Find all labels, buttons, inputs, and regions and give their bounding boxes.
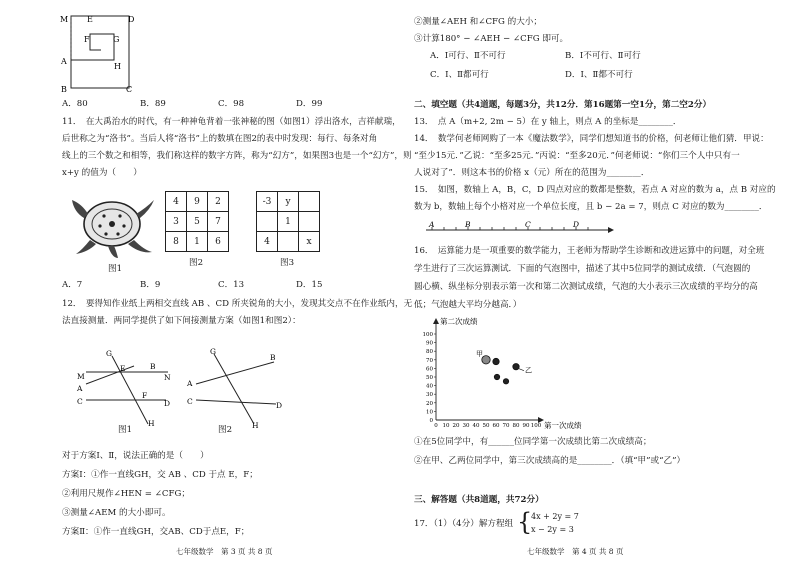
- numberline-label-c: C: [525, 220, 531, 229]
- q12-body-5: 方案Ⅱ：①作一直线GH，交AB、CD于点E，F；: [62, 527, 250, 537]
- numberline-label-d: D: [573, 220, 580, 229]
- q10-option-c: C．98: [218, 99, 245, 109]
- section-3-heading: 三、解答题（共8道题，共72分）: [414, 495, 544, 505]
- q17-prefix: 17．（1）（4分）解方程组: [414, 519, 514, 529]
- q11-option-a: A．7: [62, 280, 83, 290]
- fig-label-b: B: [61, 85, 67, 92]
- q10-option-a: A．80: [62, 99, 88, 109]
- q12-fig2-caption: 图2: [218, 425, 233, 435]
- fig3-caption: 图3: [280, 258, 295, 268]
- q12-body-3: ②利用尺规作∠HEN = ∠CFG；: [62, 489, 190, 499]
- q12f1-label-d: D: [164, 399, 171, 408]
- q14-line-1: 14． 数学何老师网购了一本《魔法数学》，同学们想知道书的价格，何老师让他们猜．甲说：: [414, 134, 769, 144]
- q16-line-2: 学生进行了三次运算测试．下面的气泡图中，描述了其中5位同学的测试成绩．（气泡圆的: [414, 264, 751, 274]
- q13-text: 13． 点 A（m+2, 2m − 5）在 y 轴上，则点 A 的坐标是________．: [414, 117, 682, 127]
- magic-square-fig2: [165, 191, 229, 252]
- chart-ylabel: 第二次成绩: [440, 317, 478, 326]
- fig3-cell: [299, 212, 320, 232]
- y-tick-label: 50: [426, 375, 433, 381]
- y-tick-label: 40: [426, 383, 433, 390]
- numberline-label-a: A: [429, 220, 435, 229]
- bubble-point: [494, 374, 499, 379]
- q12-body-2: 方案Ⅰ：①作一直线GH，交 AB 、CD 于点 E，F；: [62, 470, 258, 480]
- q16-line-1: 16． 运算能力是一项重要的数学能力，王老师为帮助学生诊断和改进运算中的问题，对全班: [414, 246, 765, 256]
- fig2-cell: 6: [208, 232, 229, 252]
- q12f1-label-h: H: [148, 419, 155, 428]
- y-tick-label: 30: [426, 392, 433, 399]
- number-line: [424, 218, 614, 240]
- fig-label-a: A: [61, 57, 67, 66]
- y-tick-label: 10: [426, 409, 433, 416]
- y-tick-label: 20: [426, 400, 433, 407]
- fig2-cell: 5: [187, 212, 208, 232]
- fig2-caption: 图2: [189, 258, 204, 268]
- q12f1-label-g: G: [106, 349, 112, 358]
- q12f1-label-c: C: [77, 397, 83, 406]
- q12f2-label-d: D: [276, 401, 283, 410]
- fig2-cell: 4: [166, 192, 187, 212]
- q12f1-label-b: B: [150, 362, 156, 371]
- q14-line-2: “至少15元．”乙说：“至多25元．”丙说：“至多20元．”何老师说：“你们三个人中只有一: [414, 151, 740, 161]
- fig2-cell: 8: [166, 232, 187, 252]
- q11-line-2: 后世称之为“洛书”。当后人将“洛书”上的数填在图2的表中时发现：每行、每条对角: [62, 134, 378, 144]
- q17-equation-2: x − 2y = 3: [531, 525, 574, 534]
- q11-option-b: B．9: [140, 280, 161, 290]
- q17-equation-1: 4x + 2y = 7: [531, 512, 579, 521]
- q12f1-label-a: A: [77, 384, 83, 393]
- fig-label-h: H: [114, 62, 121, 71]
- q12f2-label-a: A: [187, 379, 193, 388]
- q12-option-c: C．Ⅰ、Ⅱ都可行: [430, 70, 489, 80]
- q16-line-4: 低；气泡越大平均分越高．）: [414, 300, 522, 310]
- chart-y-arrow: [433, 318, 439, 324]
- q15-line-1: 15． 如图，数轴上 A，B，C，D 四点对应的数都是整数，若点 A 对应的数为 a，点 B 对应的: [414, 185, 776, 195]
- q12f2-label-h: H: [252, 421, 259, 430]
- bubble-point: [513, 363, 519, 369]
- fig3-cell: 4: [257, 232, 278, 252]
- luoshu-turtle-image: [68, 188, 158, 260]
- x-tick-label: 20: [452, 423, 460, 429]
- y-tick-label: 0: [429, 418, 433, 424]
- q12-figure-1: [72, 344, 182, 430]
- y-tick-label: 100: [422, 332, 433, 338]
- q12-body-4: ③测量∠AEM 的大小即可。: [62, 508, 171, 518]
- fig-label-f: F: [84, 35, 90, 44]
- x-tick-label: 40: [472, 423, 480, 429]
- q12-figure-2: [184, 344, 284, 430]
- q11-line-4: x+y 的值为（ ）: [62, 168, 142, 178]
- q12-option-d: D．Ⅰ、Ⅱ都不可行: [565, 70, 633, 80]
- bubble-point: [503, 379, 508, 384]
- chart-xlabel: 第一次成绩: [544, 421, 582, 430]
- rectangle-path-figure: [56, 12, 146, 92]
- magic-square-fig3: [256, 191, 320, 252]
- q12f2-label-c: C: [187, 397, 193, 406]
- fig3-cell: y: [278, 192, 299, 212]
- q12f1-label-e: E: [120, 364, 126, 373]
- x-tick-label: 100: [530, 423, 542, 429]
- x-tick-label: 90: [522, 423, 530, 429]
- q12-fig1-caption: 图1: [118, 425, 133, 435]
- bubble-point: [482, 356, 490, 364]
- x-tick-label: 10: [442, 423, 450, 429]
- q12f2-label-b: B: [270, 353, 276, 362]
- q14-line-3: 人说对了”．则这本书的价格 x（元）所在的范围为________．: [414, 168, 650, 178]
- x-tick-label: 80: [512, 423, 520, 429]
- q12-option-a: A．Ⅰ可行、Ⅱ不可行: [430, 51, 506, 61]
- fig1-caption: 图1: [108, 264, 123, 274]
- x-tick-label: 60: [492, 423, 500, 429]
- q12-option-b: B．Ⅰ不可行、Ⅱ可行: [565, 51, 641, 61]
- fig3-cell: 1: [278, 212, 299, 232]
- bubble-chart: [410, 316, 590, 436]
- q11-line-1: 11． 在大禹治水的时代，有一种神龟背着一张神秘的图（如图1）浮出洛水，吉祥献瑞，: [62, 117, 401, 127]
- q15-line-2: 数为 b，数轴上每个小格对应一个单位长度，且 b − 2a = 7，则点 C 对应的数为________．: [414, 202, 768, 212]
- q12f1-label-n: N: [164, 373, 171, 382]
- q12-line-1: 12． 要得知作业纸上两相交直线 AB 、CD 所夹锐角的大小，发现其交点不在作业纸内，无: [62, 299, 413, 309]
- q11-option-d: D．15: [296, 280, 323, 290]
- q12-step-2: ②测量∠AEH 和∠CFG 的大小；: [414, 17, 542, 27]
- point-label: 甲: [476, 349, 483, 358]
- q12f2-label-g: G: [210, 347, 216, 356]
- brace: {: [517, 508, 533, 536]
- numberline-label-b: B: [465, 220, 471, 229]
- fig3-cell: -3: [257, 192, 278, 212]
- fig2-cell: 7: [208, 212, 229, 232]
- left-page-footer: 七年级数学 第 3 页 共 8 页: [176, 547, 273, 556]
- fig3-cell: x: [299, 232, 320, 252]
- q11-line-3: 线上的三个数之和相等，我们称这样的数字方阵，称为“幻方”，如果图3也是一个“幻方”，则: [62, 151, 412, 161]
- right-page-footer: 七年级数学 第 4 页 共 8 页: [527, 547, 624, 556]
- fig-label-d: D: [128, 15, 135, 24]
- q16-blank-2: ②在甲、乙两位同学中，第三次成绩高的是________．（填“甲”或“乙”）: [414, 456, 686, 466]
- x-tick-label: 0: [434, 423, 438, 429]
- fig-label-e: E: [87, 15, 93, 24]
- q11-option-c: C．13: [218, 280, 245, 290]
- y-tick-label: 80: [426, 349, 433, 356]
- bubble-point: [493, 358, 499, 364]
- fig3-cell: [278, 232, 299, 252]
- q12-line-2: 法直接测量．两同学提供了如下间接测量方案（如图1和图2）：: [62, 316, 301, 326]
- q10-option-d: D．99: [296, 99, 323, 109]
- fig-label-g: G: [113, 35, 120, 44]
- q16-line-3: 圆心横、纵坐标分别表示第一次和第二次测试成绩，气泡的大小表示三次成绩的平均分的高: [414, 282, 758, 292]
- point-label: 乙: [525, 366, 532, 375]
- x-tick-label: 30: [462, 423, 470, 429]
- y-tick-label: 90: [426, 340, 433, 347]
- fig-label-c: C: [126, 85, 133, 92]
- fig2-cell: 2: [208, 192, 229, 212]
- q12f1-label-m: M: [77, 372, 85, 381]
- y-tick-label: 70: [426, 357, 433, 364]
- fig3-cell: [257, 212, 278, 232]
- section-2-heading: 二、填空题（共4道题，每题3分，共12分．第16题第一空1分，第二空2分）: [414, 100, 712, 110]
- q16-blank-1: ①在5位同学中，有______位同学第一次成绩比第二次成绩高；: [414, 437, 652, 447]
- q10-option-b: B．89: [140, 99, 166, 109]
- x-tick-label: 70: [502, 423, 510, 429]
- y-tick-label: 60: [426, 366, 433, 373]
- point-label-leader: [519, 369, 524, 371]
- fig-label-m: M: [60, 15, 69, 24]
- fig2-cell: 1: [187, 232, 208, 252]
- fig3-cell: [299, 192, 320, 212]
- x-tick-label: 50: [482, 423, 490, 429]
- q12-step-3: ③计算180° − ∠AEH − ∠CFG 即可。: [414, 34, 569, 44]
- fig2-cell: 9: [187, 192, 208, 212]
- q12-body-1: 对于方案Ⅰ、Ⅱ，说法正确的是（ ）: [62, 451, 209, 461]
- fig2-cell: 3: [166, 212, 187, 232]
- q12f1-label-f: F: [142, 391, 148, 400]
